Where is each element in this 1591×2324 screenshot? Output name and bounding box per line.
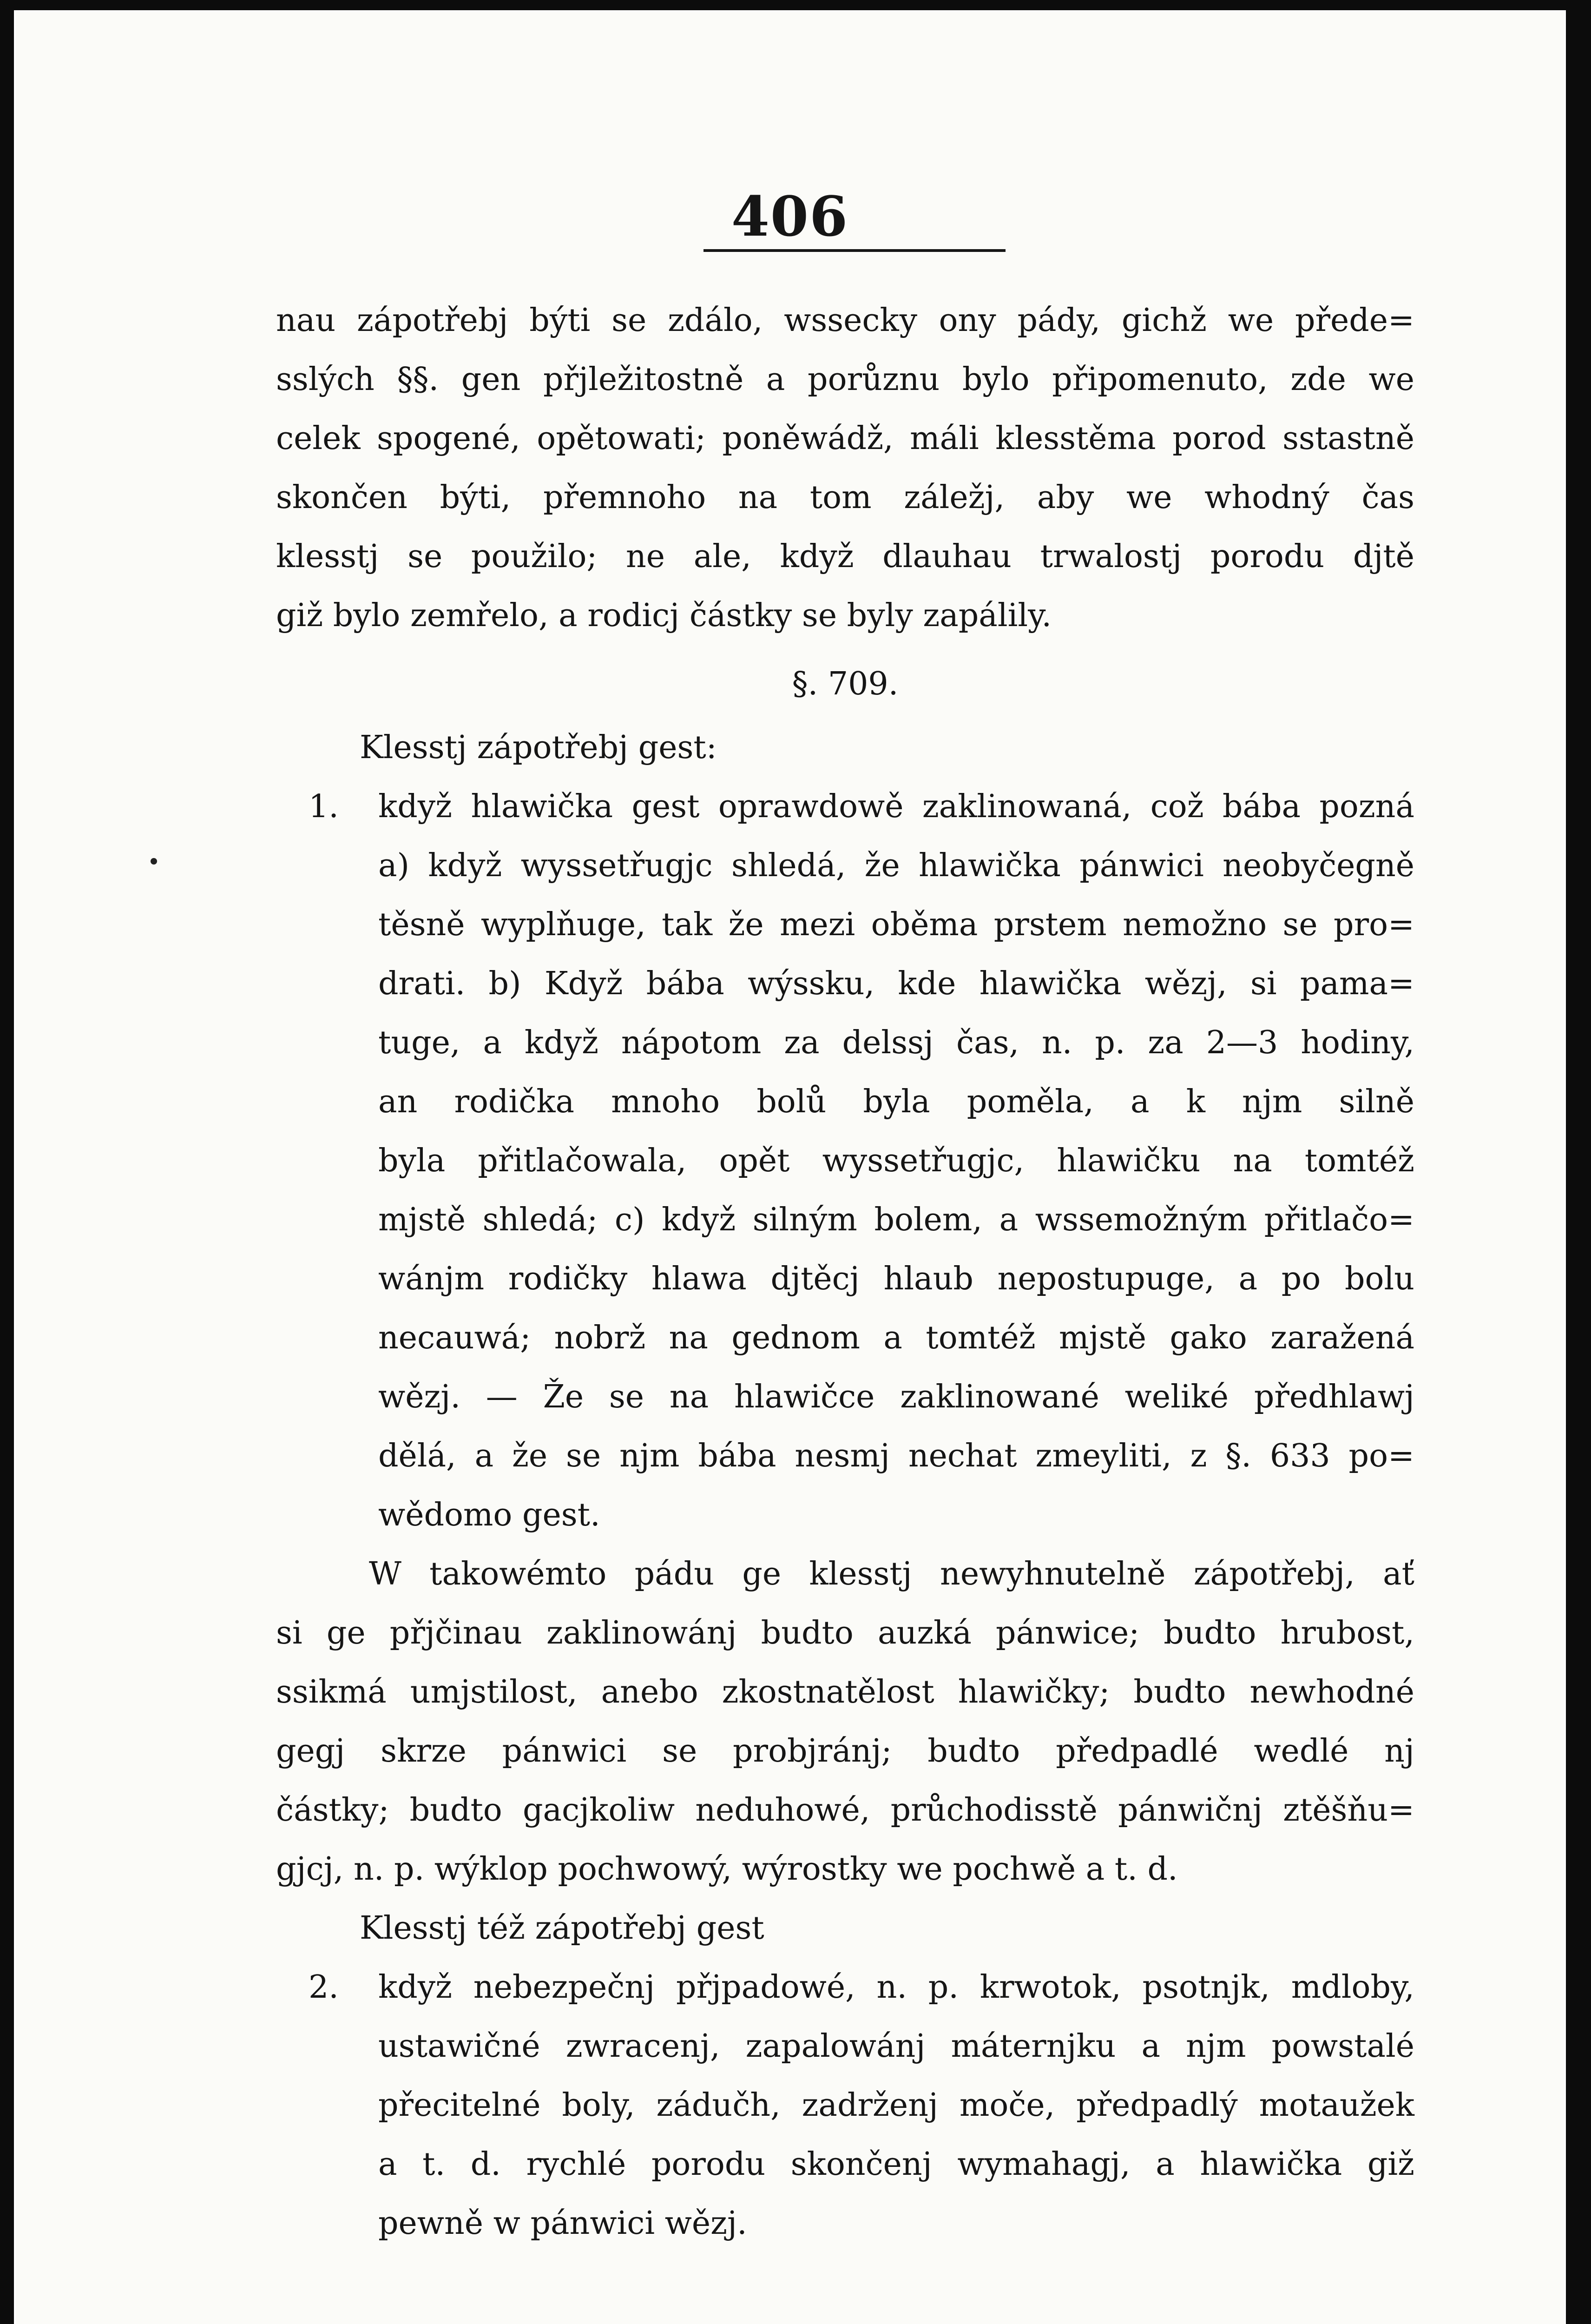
text-line: si ge přjčinau zaklinowánj budto auzká pánwice; budto hrubost, bbox=[276, 1615, 1414, 1651]
text-line: gegj skrze pánwici se probjránj; budto předpadlé wedlé nj bbox=[276, 1733, 1414, 1769]
text-line: wězj. — Že se na hlawičce zaklinowané weliké předhlawj bbox=[378, 1379, 1414, 1415]
lead-line: Klesstj zápotřebj gest: bbox=[360, 729, 717, 766]
text-line: drati. b) Když bába wýssku, kde hlawička wězj, si pama= bbox=[378, 965, 1414, 1002]
text-line: necauwá; nobrž na gednom a tomtéž mjstě gako zaražená bbox=[378, 1320, 1414, 1356]
text-line: gjcj, n. p. wýklop pochwowý, wýrostky we pochwě a t. d. bbox=[276, 1851, 1178, 1888]
text-line: tuge, a když nápotom za delssj čas, n. p. za 2—3 hodiny, bbox=[378, 1024, 1414, 1061]
text-line: dělá, a že se njm bába nesmj nechat zmeyliti, z §. 633 po= bbox=[378, 1438, 1414, 1474]
text-line: sslých §§. gen přjležitostně a porůznu bylo připomenuto, zde we bbox=[276, 361, 1414, 398]
text-line: klesstj se použilo; ne ale, když dlauhau trwalostj porodu djtě bbox=[276, 538, 1414, 575]
text-line: nau zápotřebj býti se zdálo, wsseckу ony pády, gichž we přede= bbox=[276, 302, 1414, 339]
text-line: když nebezpečnj přjpadowé, n. p. krwotok, psotnjk, mdloby, bbox=[378, 1969, 1414, 2006]
lead-line: Klesstj též zápotřebj gest bbox=[360, 1910, 764, 1947]
section-heading: §. 709. bbox=[792, 666, 899, 702]
text-line: a) když wyssetřugjc shledá, že hlawička pánwici neobyčegně bbox=[378, 847, 1414, 884]
list-item-number: 1. bbox=[309, 788, 339, 825]
text-line: ustawičné zwracenj, zapalowánj máternjku a njm powstalé bbox=[378, 2028, 1414, 2065]
list-item-first-line bbox=[276, 1958, 1414, 2017]
text-line: ssikmá umjstilost, anebo zkostnatělost hlawičky; budto newhodné bbox=[276, 1674, 1414, 1710]
text-line: celek spogené, opětowati; poněwádž, máli klesstěma porod sstastně bbox=[276, 420, 1414, 457]
text-line: přecitelné boly, zádučh, zadrženj moče, předpadlý motaužek bbox=[378, 2087, 1414, 2124]
book-page bbox=[14, 10, 1566, 2324]
text-line: částky; budto gacjkoliw neduhowé, průchodisstě pánwičnj ztěšňu= bbox=[276, 1792, 1414, 1829]
text-line: wědomo gest. bbox=[378, 1497, 600, 1533]
text-line: těsně wyplňuge, tak že mezi oběma prstem nemožno se pro= bbox=[378, 906, 1414, 943]
text-line: giž bylo zemřelo, a rodicj částky se byly zapálily. bbox=[276, 597, 1052, 634]
list-item-number: 2. bbox=[309, 1969, 339, 2006]
list-item-first-line bbox=[276, 777, 1414, 836]
text-line: wánjm rodičky hlawa djtěcj hlaub nepostupuge, a po bolu bbox=[378, 1261, 1414, 1297]
margin-mark bbox=[151, 858, 157, 865]
text-line: W takowémto pádu ge klesstj newyhnutelně zápotřebj, ať bbox=[369, 1556, 1414, 1592]
text-line: byla přitlačowala, opět wyssetřugjc, hlawičku na tomtéž bbox=[378, 1142, 1414, 1179]
header-rule bbox=[703, 249, 1006, 252]
page-number: 406 bbox=[731, 184, 849, 249]
page-text bbox=[276, 291, 1414, 2253]
text-line: skončen býti, přemnoho na tom záležj, aby we whodný čas bbox=[276, 479, 1414, 516]
text-line: mjstě shledá; c) když silným bolem, a wssemožným přitlačo= bbox=[378, 1202, 1414, 1238]
text-line: a t. d. rychlé porodu skončenj wymahagj, a hlawička giž bbox=[378, 2146, 1414, 2183]
text-line: když hlawička gest oprawdowě zaklinowaná, což bába pozná bbox=[378, 788, 1414, 825]
text-line: pewně w pánwici wězj. bbox=[378, 2205, 747, 2242]
text-line: an rodička mnoho bolů byla poměla, a k njm silně bbox=[378, 1083, 1414, 1120]
